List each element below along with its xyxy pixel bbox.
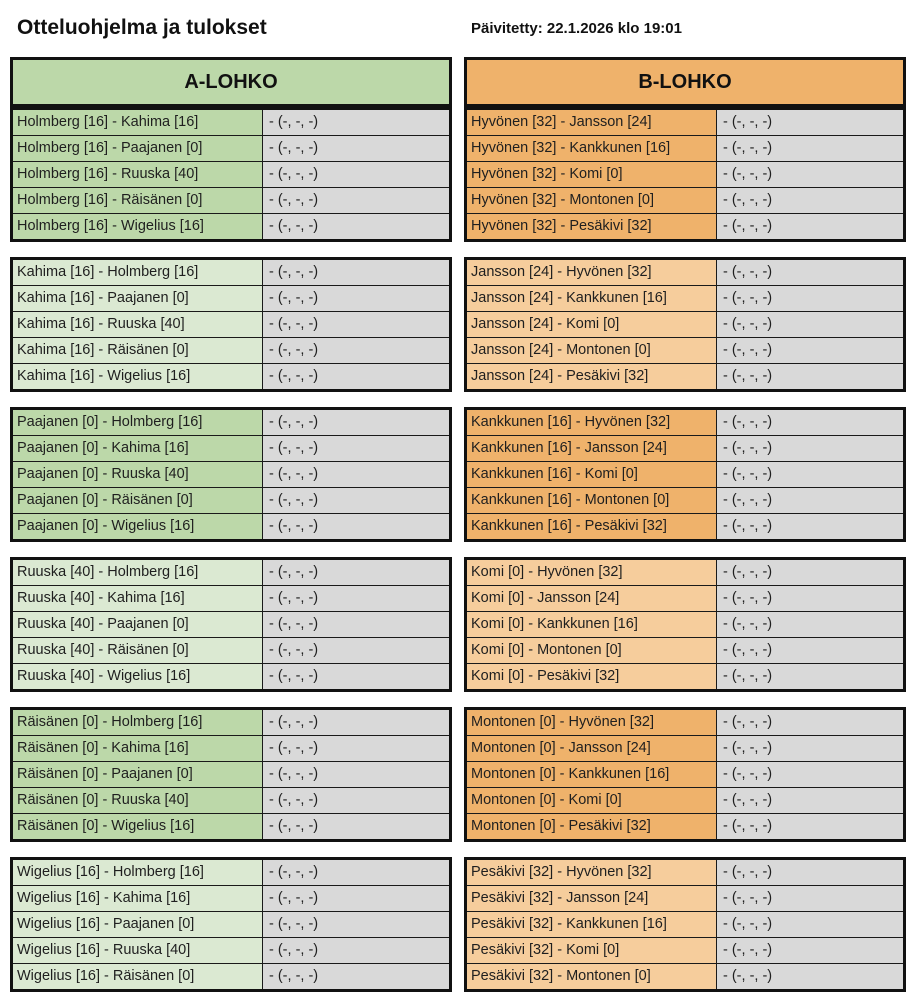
match-cell: Wigelius [16] - Räisänen [0] [13, 964, 263, 989]
table-row [13, 735, 449, 761]
result-cell: - (-, -, -) [263, 938, 449, 963]
match-cell: Jansson [24] - Montonen [0] [467, 338, 717, 363]
match-cell: Kankkunen [16] - Pesäkivi [32] [467, 514, 717, 539]
table-row [467, 761, 903, 787]
table-row [467, 787, 903, 813]
table-row [13, 110, 449, 135]
table-row [467, 461, 903, 487]
result-cell: - (-, -, -) [717, 436, 903, 461]
result-cell: - (-, -, -) [263, 736, 449, 761]
result-cell: - (-, -, -) [263, 964, 449, 989]
match-cell: Paajanen [0] - Wigelius [16] [13, 514, 263, 539]
result-cell: - (-, -, -) [717, 638, 903, 663]
match-cell: Kankkunen [16] - Hyvönen [32] [467, 410, 717, 435]
updated-timestamp: Päivitetty: 22.1.2026 klo 19:01 [471, 20, 682, 37]
table-row [467, 135, 903, 161]
table-row [467, 161, 903, 187]
match-cell: Wigelius [16] - Ruuska [40] [13, 938, 263, 963]
table-row [13, 585, 449, 611]
match-cell: Kahima [16] - Wigelius [16] [13, 364, 263, 389]
table-row [467, 213, 903, 239]
table-row [467, 963, 903, 989]
result-cell: - (-, -, -) [717, 188, 903, 213]
match-block [464, 857, 906, 992]
group-header: A-LOHKO [10, 57, 452, 107]
match-block [464, 257, 906, 392]
result-cell: - (-, -, -) [717, 260, 903, 285]
result-cell: - (-, -, -) [717, 560, 903, 585]
table-row [13, 885, 449, 911]
match-cell: Komi [0] - Montonen [0] [467, 638, 717, 663]
match-cell: Räisänen [0] - Ruuska [40] [13, 788, 263, 813]
match-cell: Kahima [16] - Räisänen [0] [13, 338, 263, 363]
result-cell: - (-, -, -) [263, 260, 449, 285]
result-cell: - (-, -, -) [263, 912, 449, 937]
match-cell: Montonen [0] - Jansson [24] [467, 736, 717, 761]
table-row [467, 337, 903, 363]
result-cell: - (-, -, -) [717, 964, 903, 989]
result-cell: - (-, -, -) [263, 462, 449, 487]
match-block [10, 257, 452, 392]
result-cell: - (-, -, -) [263, 338, 449, 363]
result-cell: - (-, -, -) [263, 762, 449, 787]
match-block [464, 557, 906, 692]
table-row [13, 813, 449, 839]
match-cell: Räisänen [0] - Paajanen [0] [13, 762, 263, 787]
table-row [13, 611, 449, 637]
result-cell: - (-, -, -) [263, 410, 449, 435]
match-cell: Räisänen [0] - Kahima [16] [13, 736, 263, 761]
match-cell: Komi [0] - Pesäkivi [32] [467, 664, 717, 689]
match-block [10, 107, 452, 242]
result-cell: - (-, -, -) [263, 560, 449, 585]
result-cell: - (-, -, -) [717, 338, 903, 363]
match-block [10, 407, 452, 542]
match-cell: Kahima [16] - Ruuska [40] [13, 312, 263, 337]
match-cell: Ruuska [40] - Kahima [16] [13, 586, 263, 611]
result-cell: - (-, -, -) [717, 860, 903, 885]
table-row [467, 187, 903, 213]
match-cell: Wigelius [16] - Holmberg [16] [13, 860, 263, 885]
table-row [467, 611, 903, 637]
result-cell: - (-, -, -) [263, 162, 449, 187]
match-cell: Paajanen [0] - Kahima [16] [13, 436, 263, 461]
match-cell: Pesäkivi [32] - Kankkunen [16] [467, 912, 717, 937]
result-cell: - (-, -, -) [717, 664, 903, 689]
result-cell: - (-, -, -) [717, 788, 903, 813]
table-row [467, 487, 903, 513]
match-cell: Kankkunen [16] - Jansson [24] [467, 436, 717, 461]
match-cell: Kankkunen [16] - Komi [0] [467, 462, 717, 487]
result-cell: - (-, -, -) [263, 612, 449, 637]
result-cell: - (-, -, -) [717, 612, 903, 637]
result-cell: - (-, -, -) [263, 710, 449, 735]
table-row [467, 110, 903, 135]
table-row [467, 285, 903, 311]
match-block [10, 857, 452, 992]
match-cell: Jansson [24] - Komi [0] [467, 312, 717, 337]
result-cell: - (-, -, -) [263, 664, 449, 689]
match-cell: Pesäkivi [32] - Jansson [24] [467, 886, 717, 911]
table-row [467, 663, 903, 689]
result-cell: - (-, -, -) [263, 436, 449, 461]
match-cell: Komi [0] - Jansson [24] [467, 586, 717, 611]
result-cell: - (-, -, -) [263, 860, 449, 885]
result-cell: - (-, -, -) [717, 938, 903, 963]
result-cell: - (-, -, -) [263, 586, 449, 611]
result-cell: - (-, -, -) [717, 162, 903, 187]
match-cell: Räisänen [0] - Wigelius [16] [13, 814, 263, 839]
match-cell: Jansson [24] - Pesäkivi [32] [467, 364, 717, 389]
table-row [13, 435, 449, 461]
result-cell: - (-, -, -) [717, 762, 903, 787]
result-cell: - (-, -, -) [717, 488, 903, 513]
match-cell: Ruuska [40] - Wigelius [16] [13, 664, 263, 689]
table-row [467, 260, 903, 285]
match-cell: Kankkunen [16] - Montonen [0] [467, 488, 717, 513]
match-cell: Ruuska [40] - Räisänen [0] [13, 638, 263, 663]
match-cell: Holmberg [16] - Räisänen [0] [13, 188, 263, 213]
match-cell: Jansson [24] - Hyvönen [32] [467, 260, 717, 285]
table-row [13, 337, 449, 363]
result-cell: - (-, -, -) [717, 462, 903, 487]
table-row [13, 363, 449, 389]
table-row [13, 311, 449, 337]
result-cell: - (-, -, -) [263, 364, 449, 389]
match-block [464, 707, 906, 842]
result-cell: - (-, -, -) [263, 488, 449, 513]
table-row [13, 963, 449, 989]
table-row [13, 860, 449, 885]
table-row [13, 663, 449, 689]
match-cell: Ruuska [40] - Holmberg [16] [13, 560, 263, 585]
table-row [13, 761, 449, 787]
result-cell: - (-, -, -) [717, 214, 903, 239]
table-row [13, 187, 449, 213]
table-row [13, 911, 449, 937]
match-cell: Paajanen [0] - Ruuska [40] [13, 462, 263, 487]
table-row [13, 637, 449, 663]
result-cell: - (-, -, -) [717, 110, 903, 135]
table-row [13, 461, 449, 487]
table-row [467, 911, 903, 937]
table-row [13, 260, 449, 285]
table-row [13, 285, 449, 311]
match-block [10, 707, 452, 842]
match-cell: Hyvönen [32] - Pesäkivi [32] [467, 214, 717, 239]
result-cell: - (-, -, -) [717, 912, 903, 937]
match-cell: Montonen [0] - Komi [0] [467, 788, 717, 813]
table-row [467, 885, 903, 911]
match-cell: Paajanen [0] - Räisänen [0] [13, 488, 263, 513]
table-row [467, 560, 903, 585]
result-cell: - (-, -, -) [263, 788, 449, 813]
match-cell: Wigelius [16] - Paajanen [0] [13, 912, 263, 937]
match-cell: Jansson [24] - Kankkunen [16] [467, 286, 717, 311]
result-cell: - (-, -, -) [263, 514, 449, 539]
table-row [13, 710, 449, 735]
match-cell: Holmberg [16] - Wigelius [16] [13, 214, 263, 239]
match-cell: Montonen [0] - Kankkunen [16] [467, 762, 717, 787]
table-row [467, 637, 903, 663]
table-row [467, 860, 903, 885]
table-row [13, 410, 449, 435]
table-row [13, 513, 449, 539]
match-cell: Komi [0] - Kankkunen [16] [467, 612, 717, 637]
result-cell: - (-, -, -) [263, 312, 449, 337]
match-cell: Hyvönen [32] - Komi [0] [467, 162, 717, 187]
match-cell: Hyvönen [32] - Jansson [24] [467, 110, 717, 135]
result-cell: - (-, -, -) [717, 312, 903, 337]
match-cell: Kahima [16] - Holmberg [16] [13, 260, 263, 285]
match-cell: Komi [0] - Hyvönen [32] [467, 560, 717, 585]
table-row [467, 937, 903, 963]
table-row [467, 410, 903, 435]
table-row [467, 311, 903, 337]
result-cell: - (-, -, -) [717, 286, 903, 311]
match-block [464, 107, 906, 242]
result-cell: - (-, -, -) [717, 886, 903, 911]
result-cell: - (-, -, -) [263, 638, 449, 663]
result-cell: - (-, -, -) [717, 364, 903, 389]
match-cell: Hyvönen [32] - Montonen [0] [467, 188, 717, 213]
result-cell: - (-, -, -) [717, 586, 903, 611]
result-cell: - (-, -, -) [717, 736, 903, 761]
match-block [10, 557, 452, 692]
result-cell: - (-, -, -) [717, 410, 903, 435]
match-cell: Pesäkivi [32] - Hyvönen [32] [467, 860, 717, 885]
table-row [13, 787, 449, 813]
result-cell: - (-, -, -) [263, 214, 449, 239]
result-cell: - (-, -, -) [717, 136, 903, 161]
match-cell: Wigelius [16] - Kahima [16] [13, 886, 263, 911]
match-cell: Holmberg [16] - Kahima [16] [13, 110, 263, 135]
table-row [13, 213, 449, 239]
result-cell: - (-, -, -) [263, 110, 449, 135]
match-cell: Montonen [0] - Hyvönen [32] [467, 710, 717, 735]
table-row [13, 161, 449, 187]
result-cell: - (-, -, -) [263, 286, 449, 311]
match-cell: Ruuska [40] - Paajanen [0] [13, 612, 263, 637]
table-row [467, 813, 903, 839]
match-cell: Räisänen [0] - Holmberg [16] [13, 710, 263, 735]
match-cell: Montonen [0] - Pesäkivi [32] [467, 814, 717, 839]
group-header: B-LOHKO [464, 57, 906, 107]
table-row [467, 513, 903, 539]
table-row [13, 135, 449, 161]
table-row [467, 363, 903, 389]
table-row [467, 585, 903, 611]
table-row [13, 560, 449, 585]
result-cell: - (-, -, -) [717, 514, 903, 539]
match-cell: Hyvönen [32] - Kankkunen [16] [467, 136, 717, 161]
match-cell: Holmberg [16] - Ruuska [40] [13, 162, 263, 187]
table-row [467, 435, 903, 461]
match-cell: Holmberg [16] - Paajanen [0] [13, 136, 263, 161]
match-cell: Kahima [16] - Paajanen [0] [13, 286, 263, 311]
page-title: Otteluohjelma ja tulokset [17, 16, 267, 39]
match-cell: Pesäkivi [32] - Montonen [0] [467, 964, 717, 989]
result-cell: - (-, -, -) [263, 136, 449, 161]
match-cell: Pesäkivi [32] - Komi [0] [467, 938, 717, 963]
table-row [467, 710, 903, 735]
table-row [13, 937, 449, 963]
result-cell: - (-, -, -) [717, 710, 903, 735]
table-row [13, 487, 449, 513]
result-cell: - (-, -, -) [263, 814, 449, 839]
result-cell: - (-, -, -) [263, 188, 449, 213]
result-cell: - (-, -, -) [263, 886, 449, 911]
match-cell: Paajanen [0] - Holmberg [16] [13, 410, 263, 435]
table-row [467, 735, 903, 761]
result-cell: - (-, -, -) [717, 814, 903, 839]
match-block [464, 407, 906, 542]
